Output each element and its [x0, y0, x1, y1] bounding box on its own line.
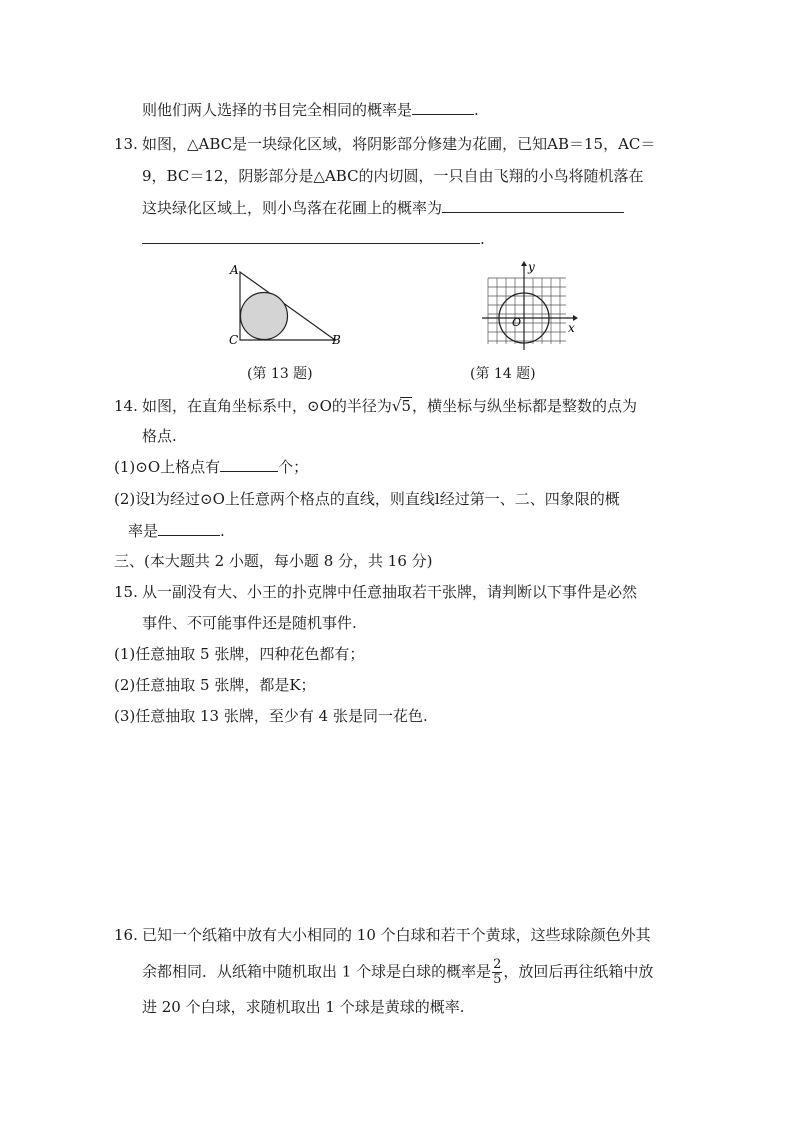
answer-blank[interactable] [158, 520, 220, 536]
q13-line-4 [142, 228, 485, 250]
q14-sub-1-a: (1)⊙O上格点有 [114, 458, 221, 476]
q14-sub-2: (2)设l为经过⊙O上任意两个格点的直线，则直线l经过第一、二、四象限的概 [114, 490, 620, 508]
q13-line-2: 9，BC＝12，阴影部分是△ABC的内切圆，一只自由飞翔的小鸟将随机落在 [142, 167, 644, 185]
q15-line-1: 从一副没有大、小王的扑克牌中任意抽取若干张牌，请判断以下事件是必然 [142, 583, 638, 601]
q15-sub-1: (1)任意抽取 5 张牌，四种花色都有； [114, 645, 365, 663]
label-c: C [229, 333, 239, 347]
label-y: y [528, 260, 535, 274]
q14-sub-1-b: 个； [278, 458, 309, 476]
q15-sub-3: (3)任意抽取 13 张牌，至少有 4 张是同一花色. [114, 707, 428, 725]
label-origin: O [512, 316, 522, 329]
q16-line-1: 已知一个纸箱中放有大小相同的 10 个白球和若干个黄球，这些球除颜色外其 [142, 926, 651, 944]
sqrt-symbol: √ [391, 397, 402, 415]
answer-blank-continued[interactable] [142, 228, 480, 244]
q13-line-3 [142, 197, 624, 219]
q16-line-3: 进 20 个白球，求随机取出 1 个球是黄球的概率. [142, 998, 465, 1016]
figure-14-caption: (第 14 题) [470, 366, 536, 382]
q14-line-1 [142, 395, 637, 417]
q16-number: 16. [114, 926, 138, 944]
period: . [474, 101, 479, 119]
q15-line-2: 事件、不可能事件还是随机事件. [142, 614, 357, 632]
label-x: x [568, 321, 575, 335]
figure-13-triangle [222, 262, 352, 350]
section-3-heading: 三、(本大题共 2 小题，每小题 8 分，共 16 分) [114, 552, 433, 570]
fraction-two-fifths [492, 958, 502, 987]
y-axis-arrow [521, 261, 527, 266]
answer-blank[interactable] [442, 197, 624, 213]
q12-tail-line [142, 99, 479, 121]
answer-blank[interactable] [220, 456, 278, 472]
q14-sub-1 [114, 456, 308, 478]
figure-14-grid [480, 258, 580, 354]
q14-number: 14. [114, 397, 138, 415]
answer-blank[interactable] [412, 99, 474, 115]
q16-line-2 [142, 958, 653, 987]
q15-number: 15. [114, 583, 138, 601]
label-a: A [230, 263, 239, 277]
q14-line-1-b: ，横坐标与纵坐标都是整数的点为 [411, 397, 637, 415]
q14-line-1-a: 如图，在直角坐标系中，⊙O的半径为 [142, 397, 392, 415]
q16-line-2-a: 余都相同．从纸箱中随机取出 1 个球是白球的概率是 [142, 962, 492, 981]
answer-space-q15[interactable] [114, 740, 674, 910]
q13-line-3-text: 这块绿化区域上，则小鸟落在花圃上的概率为 [142, 199, 443, 217]
sqrt-radicand: 5 [401, 397, 411, 415]
q12-tail-text: 则他们两人选择的书目完全相同的概率是 [142, 101, 413, 119]
q14-line-2: 格点. [142, 427, 177, 445]
incircle [241, 293, 288, 340]
period: . [220, 522, 225, 540]
q14-sub-2-cont [128, 520, 225, 542]
period: . [480, 230, 485, 248]
figure-13-caption: (第 13 题) [247, 366, 313, 382]
q13-line-1: 如图，△ABC是一块绿化区域，将阴影部分修建为花圃，已知AB＝15，AC＝ [142, 135, 656, 153]
label-b: B [332, 333, 341, 347]
fraction-denominator: 5 [493, 972, 502, 987]
q15-sub-2: (2)任意抽取 5 张牌，都是K； [114, 676, 316, 694]
fraction-numerator: 2 [493, 957, 502, 972]
q14-sub-2-b: 率是 [128, 522, 159, 540]
q16-line-2-b: ，放回后再往纸箱中放 [503, 962, 654, 981]
q13-number: 13. [114, 135, 138, 153]
